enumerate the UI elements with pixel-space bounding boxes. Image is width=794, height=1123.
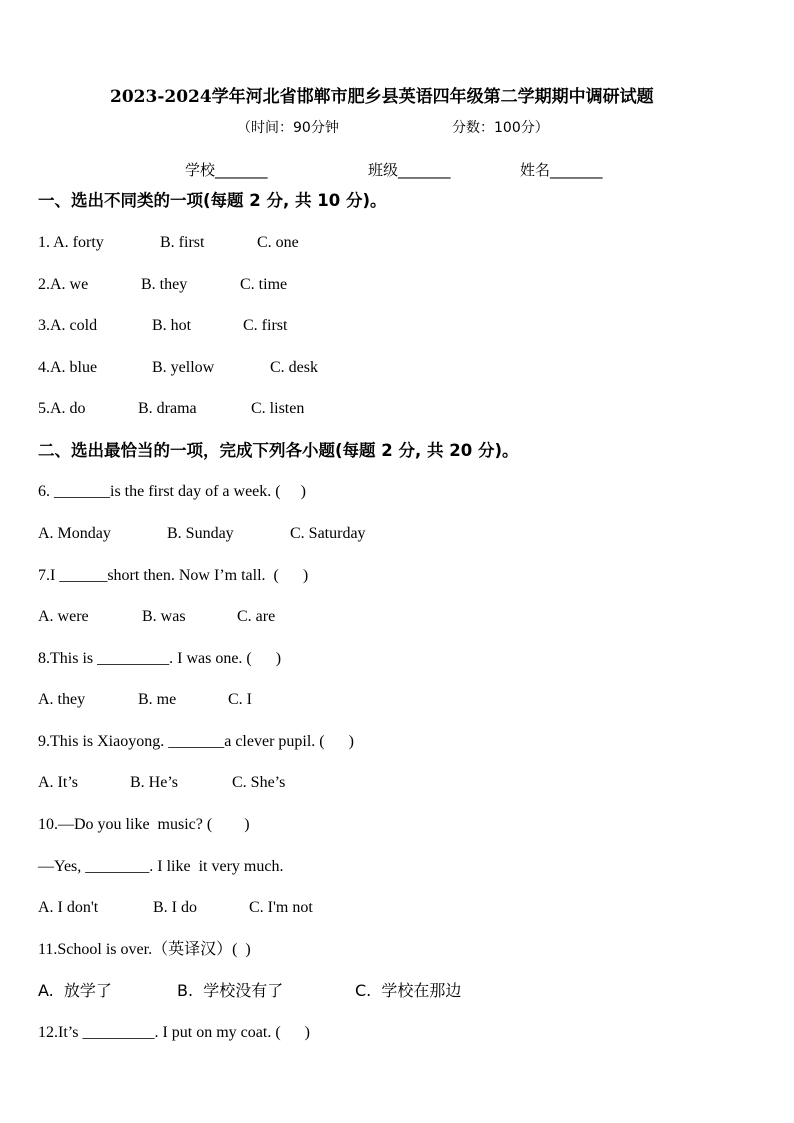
q6-text: 6. _______is the first day of a week. ( )	[38, 483, 306, 500]
q1-option-c: C. one	[257, 234, 299, 251]
q3-option-b: B. hot	[152, 317, 192, 334]
q6-option-b: B. Sunday	[167, 525, 234, 542]
q7-option-b: B. was	[142, 608, 186, 625]
q11-option-c: C. 学校在那边	[355, 981, 462, 1000]
q10-text-reply: —Yes, ________. I like it very much.	[38, 858, 284, 875]
q7-option-c: C. are	[237, 608, 276, 625]
q9-option-b: B. He’s	[130, 774, 178, 791]
q1-option-a: 1. A. forty	[38, 234, 104, 251]
q9-option-c: C. She’s	[232, 774, 286, 791]
q11-option-a: A. 放学了	[38, 981, 112, 1000]
q5-option-b: B. drama	[138, 400, 197, 417]
q1-option-b: B. first	[160, 234, 205, 251]
q11-option-b: B. 学校没有了	[177, 981, 284, 1000]
q9-text: 9.This is Xiaoyong. _______a clever pupil. ( )	[38, 733, 354, 750]
class-field[interactable]: 班级_______	[368, 161, 451, 179]
q2-option-b: B. they	[141, 276, 188, 293]
school-field[interactable]: 学校_______	[185, 161, 268, 179]
q4-option-c: C. desk	[270, 359, 318, 376]
q6-option-a: A. Monday	[38, 525, 111, 542]
q10-text: 10.—Do you like music? ( )	[38, 816, 250, 833]
page-title: 2023-2024学年河北省邯郸市肥乡县英语四年级第二学期期中调研试题	[110, 87, 654, 107]
exam-score: 分数：100分）	[452, 120, 549, 136]
q11-text: 11.School is over.（英译汉）( )	[38, 941, 251, 958]
q5-option-c: C. listen	[251, 400, 305, 417]
section2-heading: 二、选出最恰当的一项，完成下列各小题(每题 2 分, 共 20 分)。	[38, 441, 519, 460]
q7-text: 7.I ______short then. Now I’m tall. ( )	[38, 567, 309, 584]
q8-option-c: C. I	[228, 691, 252, 708]
q6-option-c: C. Saturday	[290, 525, 366, 542]
q9-option-a: A. It’s	[38, 774, 78, 791]
q3-option-c: C. first	[243, 317, 288, 334]
exam-time: （时间：90分钟	[237, 120, 339, 136]
q2-option-a: 2.A. we	[38, 276, 89, 293]
section1-heading: 一、选出不同类的一项(每题 2 分, 共 10 分)。	[38, 191, 387, 210]
q5-option-a: 5.A. do	[38, 400, 86, 417]
name-field[interactable]: 姓名_______	[520, 161, 603, 179]
q10-option-a: A. I don't	[38, 899, 99, 916]
q10-option-b: B. I do	[153, 899, 197, 916]
q4-option-a: 4.A. blue	[38, 359, 98, 376]
q10-option-c: C. I'm not	[249, 899, 313, 916]
q8-option-b: B. me	[138, 691, 177, 708]
q12-text: 12.It’s _________. I put on my coat. ( )	[38, 1024, 310, 1041]
q8-text: 8.This is _________. I was one. ( )	[38, 650, 282, 667]
q3-option-a: 3.A. cold	[38, 317, 98, 334]
q8-option-a: A. they	[38, 691, 86, 708]
q4-option-b: B. yellow	[152, 359, 215, 376]
q7-option-a: A. were	[38, 608, 89, 625]
q2-option-c: C. time	[240, 276, 288, 293]
